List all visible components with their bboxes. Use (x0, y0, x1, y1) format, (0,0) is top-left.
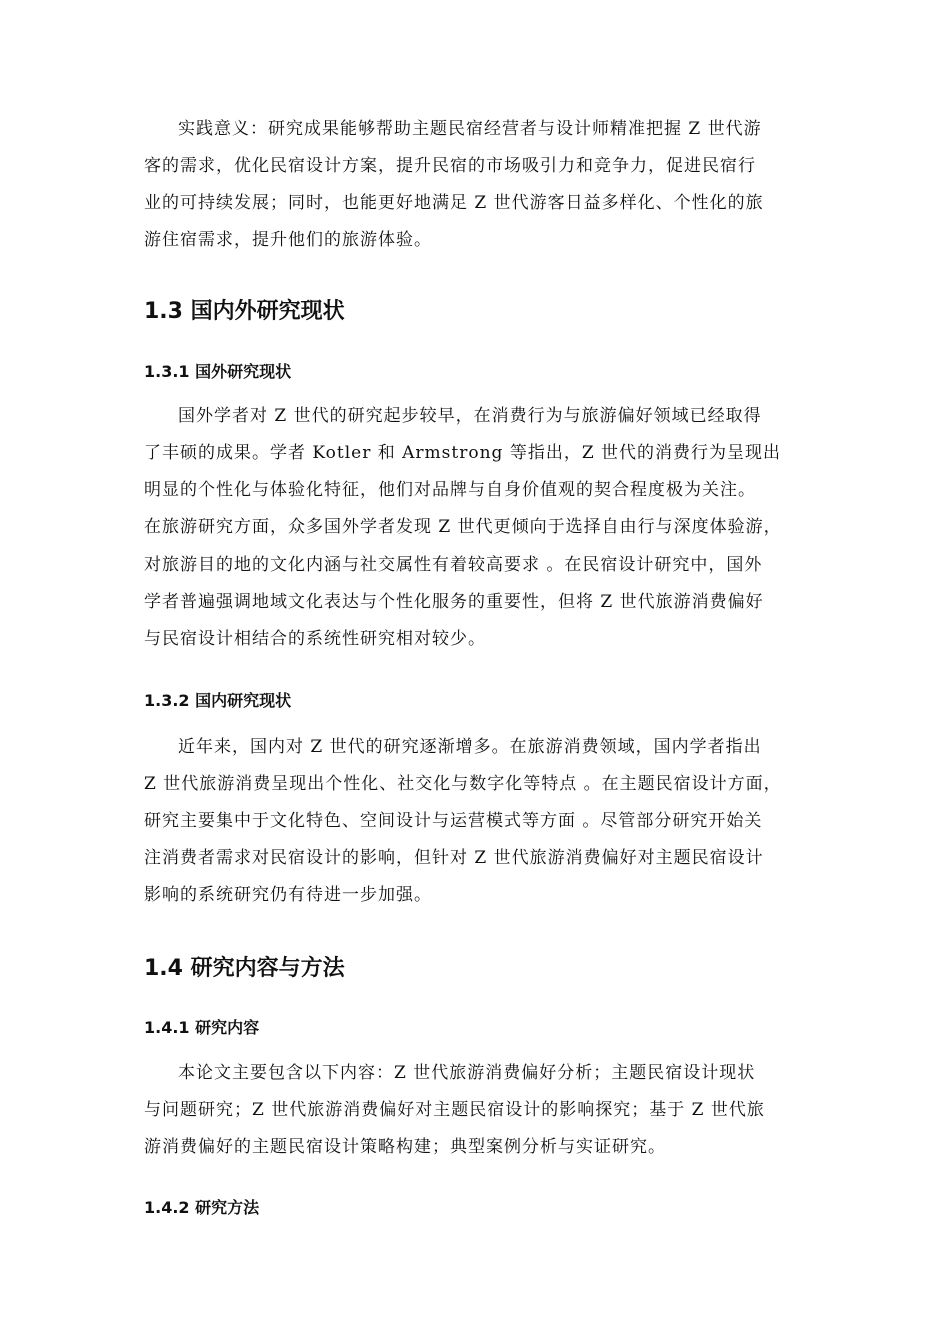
text-line: 明显的个性化与体验化特征，他们对品牌与自身价值观的契合程度极为关注。 (144, 480, 756, 500)
text-line: 业的可持续发展；同时，也能更好地满足 Z 世代游客日益多样化、个性化的旅 (144, 193, 764, 213)
text-line: Z 世代旅游消费呈现出个性化、社交化与数字化等特点 。在主题民宿设计方面， (144, 774, 782, 794)
text-line: 了丰硕的成果。学者 Kotler 和 Armstrong 等指出，Z 世代的消费行为呈现出 (144, 443, 782, 463)
text-line: 注消费者需求对民宿设计的影响，但针对 Z 世代旅游消费偏好对主题民宿设计 (144, 848, 764, 868)
text-line: 在旅游研究方面，众多国外学者发现 Z 世代更倾向于选择自由行与深度体验游， (144, 517, 782, 537)
text-line: 本论文主要包含以下内容：Z 世代旅游消费偏好分析；主题民宿设计现状 (178, 1063, 756, 1083)
text-line: 对旅游目的地的文化内涵与社交属性有着较高要求 。在民宿设计研究中，国外 (144, 555, 763, 575)
text-line: 与问题研究；Z 世代旅游消费偏好对主题民宿设计的影响探究；基于 Z 世代旅 (144, 1100, 765, 1120)
subsection-heading-1-3-2: 1.3.2 国内研究现状 (144, 691, 292, 710)
text-line: 客的需求，优化民宿设计方案，提升民宿的市场吸引力和竞争力，促进民宿行 (144, 156, 756, 176)
subsection-heading-1-4-1: 1.4.1 研究内容 (144, 1018, 260, 1037)
text-line: 影响的系统研究仍有待进一步加强。 (144, 885, 432, 905)
text-line: 游消费偏好的主题民宿设计策略构建；典型案例分析与实证研究。 (144, 1137, 666, 1157)
section-heading-1-3: 1.3 国内外研究现状 (144, 299, 345, 324)
subsection-heading-1-3-1: 1.3.1 国外研究现状 (144, 362, 292, 381)
text-line: 国外学者对 Z 世代的研究起步较早，在消费行为与旅游偏好领域已经取得 (178, 406, 762, 426)
text-line: 学者普遍强调地域文化表达与个性化服务的重要性，但将 Z 世代旅游消费偏好 (144, 592, 764, 612)
text-line: 与民宿设计相结合的系统性研究相对较少。 (144, 629, 486, 649)
text-line: 游住宿需求，提升他们的旅游体验。 (144, 230, 432, 250)
section-heading-1-4: 1.4 研究内容与方法 (144, 956, 345, 981)
subsection-heading-1-4-2: 1.4.2 研究方法 (144, 1198, 260, 1217)
text-line: 研究主要集中于文化特色、空间设计与运营模式等方面 。尽管部分研究开始关 (144, 811, 763, 831)
text-line: 实践意义：研究成果能够帮助主题民宿经营者与设计师精准把握 Z 世代游 (178, 119, 762, 139)
text-line: 近年来，国内对 Z 世代的研究逐渐增多。在旅游消费领域，国内学者指出 (178, 737, 762, 757)
